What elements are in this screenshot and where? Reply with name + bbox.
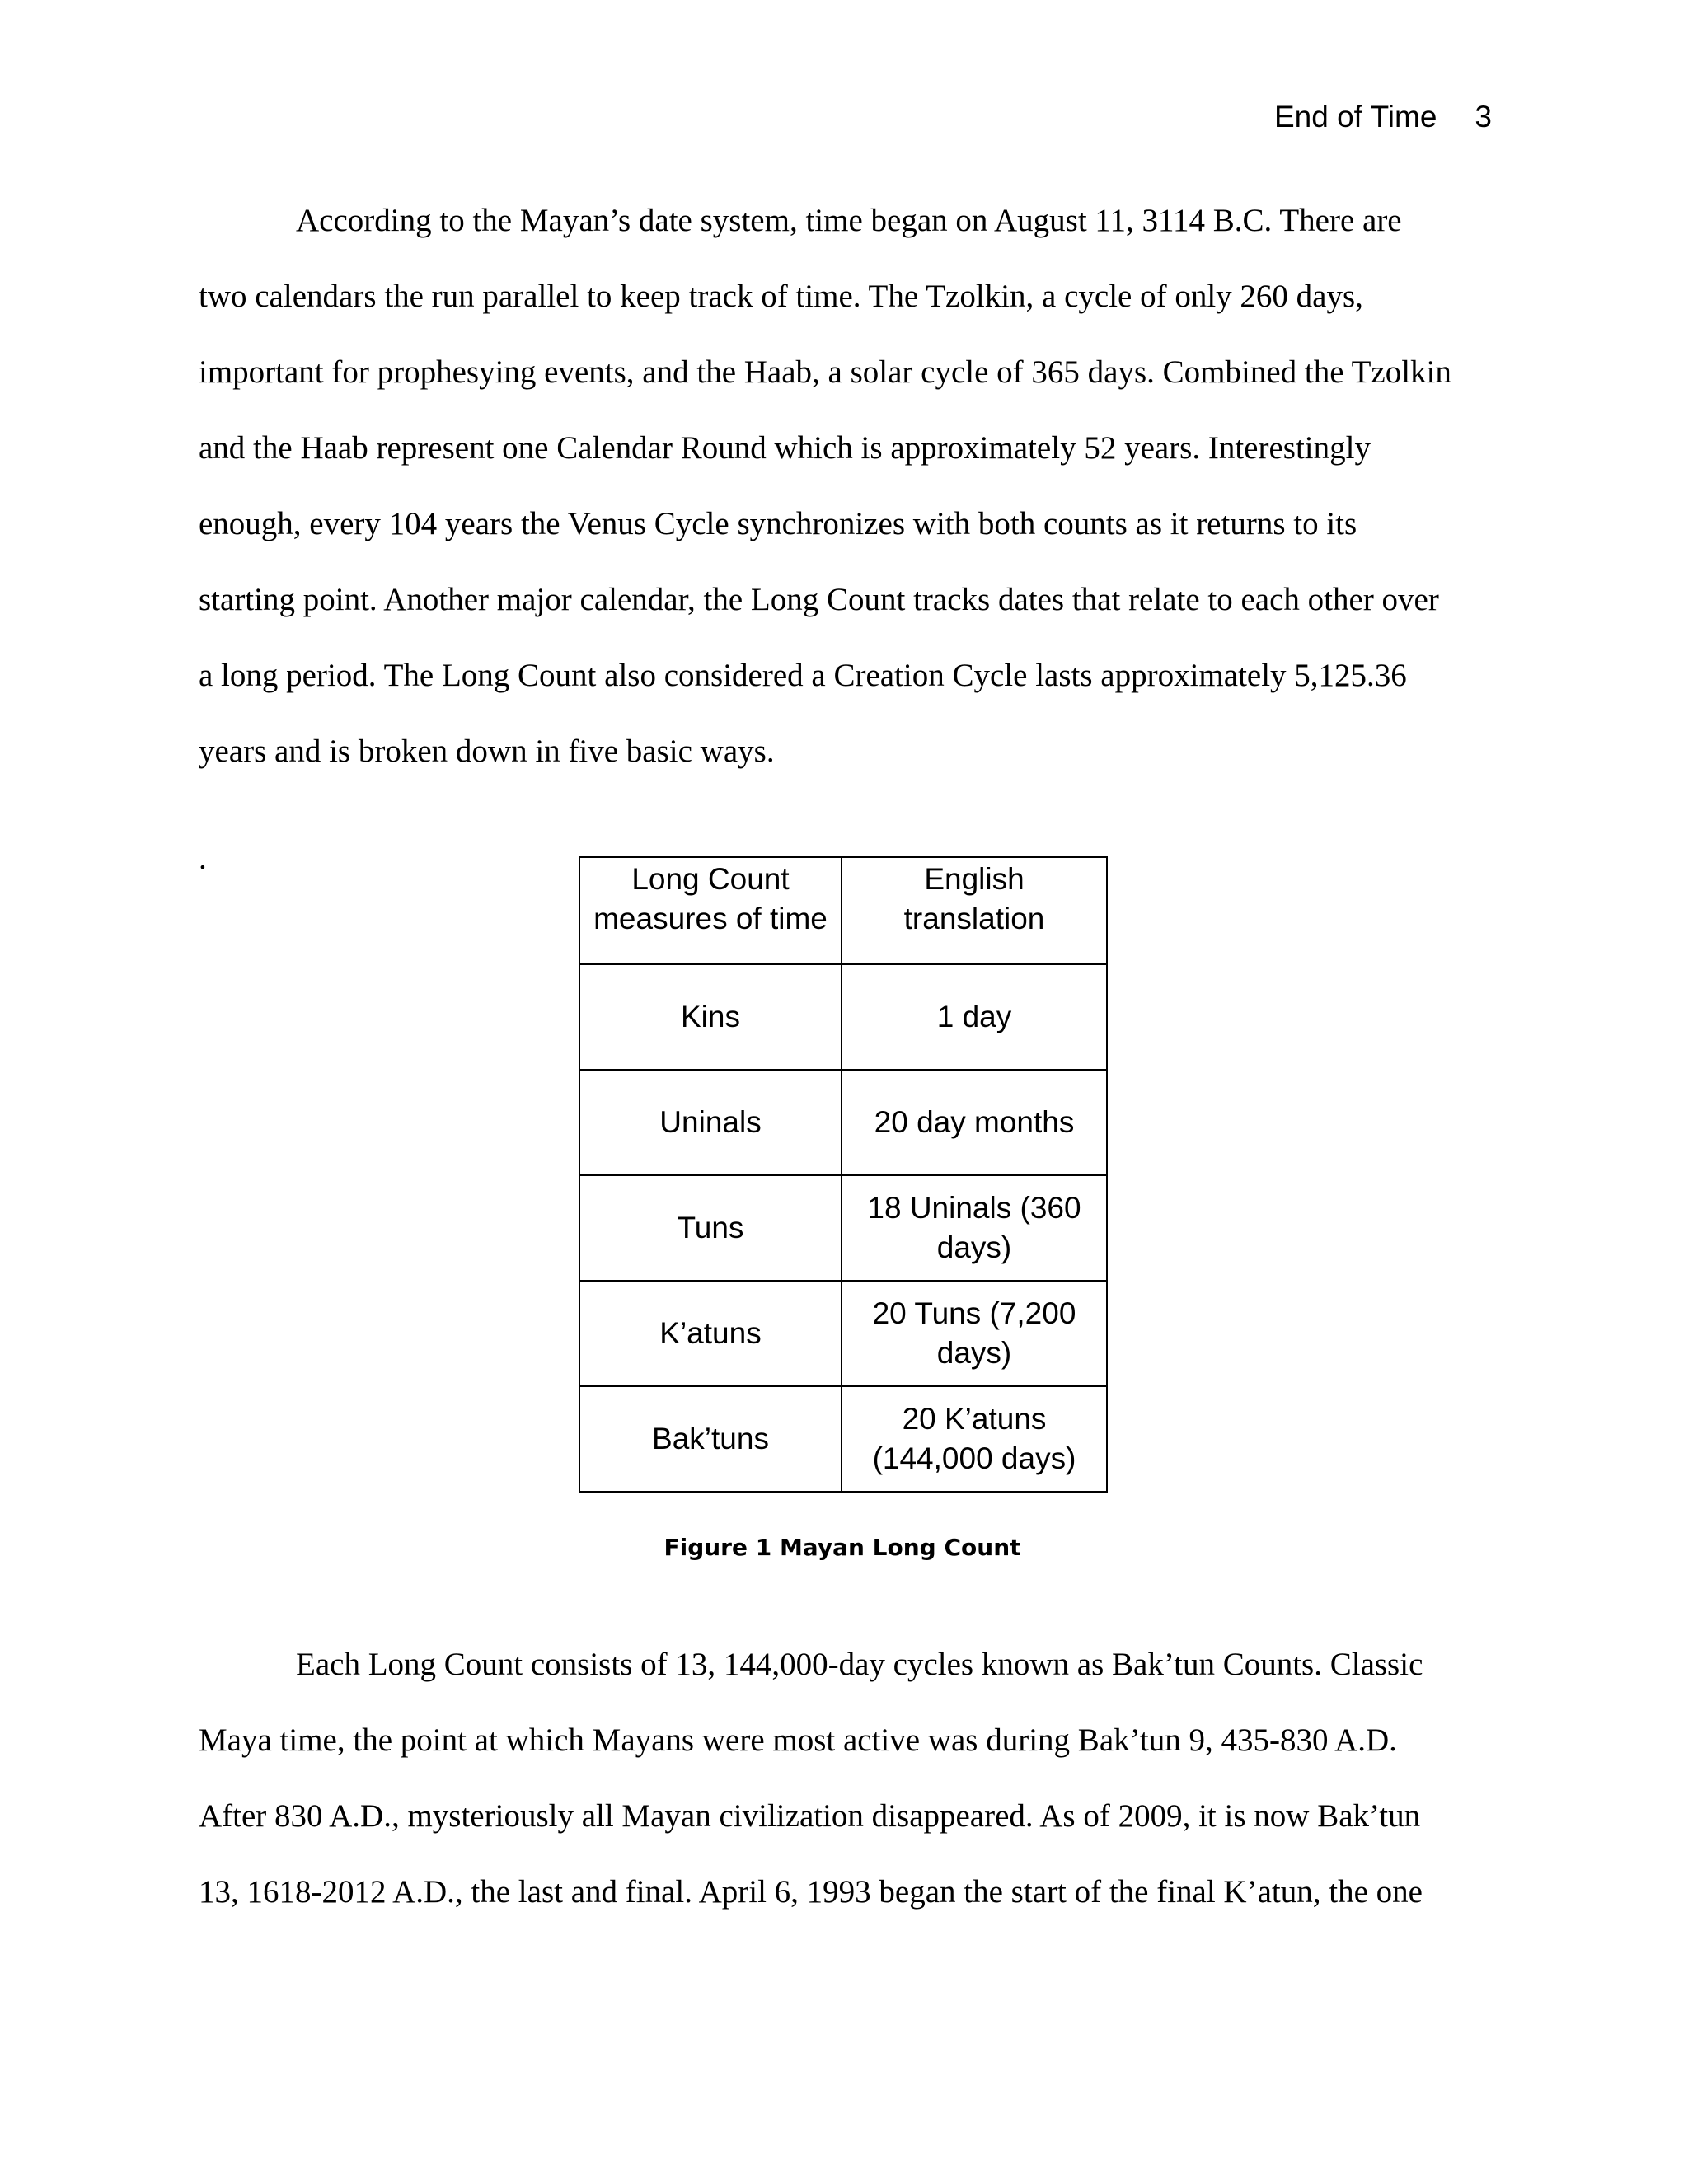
table-row (579, 1386, 1107, 1492)
table-cell-measure (579, 1281, 842, 1386)
table-row (579, 1175, 1107, 1281)
cell-text-line: Bak’tuns (652, 1422, 769, 1455)
table-cell-measure (579, 964, 842, 1070)
cell-text-line: translation (903, 902, 1045, 935)
table-cell-measure (579, 1386, 842, 1492)
paragraph-line: Each Long Count consists of 13, 144,000-day cycles known as Bak’tun Counts. Classic (296, 1647, 1423, 1682)
table-cell-translation (842, 1175, 1107, 1281)
paragraph-line: years and is broken down in five basic ways. (199, 733, 775, 769)
cell-text-line: 1 day (936, 1000, 1012, 1033)
table-row (579, 1070, 1107, 1175)
cell-text-line: 18 Uninals (360 (867, 1191, 1081, 1225)
table-cell-translation (842, 1070, 1107, 1175)
paragraph-line: 13, 1618-2012 A.D., the last and final. April 6, 1993 began the start of the final K’atun, the one (199, 1874, 1423, 1910)
cell-text-line: Uninals (659, 1105, 762, 1139)
long-count-table (579, 856, 1108, 1493)
paragraph-line: a long period. The Long Count also considered a Creation Cycle lasts approximately 5,125.36 (199, 658, 1407, 693)
paragraph-line: two calendars the run parallel to keep track of time. The Tzolkin, a cycle of only 260 days, (199, 279, 1363, 314)
cell-text-line: measures of time (593, 902, 828, 935)
paragraph-line: and the Haab represent one Calendar Round which is approximately 52 years. Interestingly (199, 430, 1371, 466)
page-number: 3 (1475, 100, 1492, 134)
table-cell-translation (842, 964, 1107, 1070)
table-header-row (579, 857, 1107, 964)
table-cell-translation (842, 1386, 1107, 1492)
paragraph-line: Maya time, the point at which Mayans were most active was during Bak’tun 9, 435-830 A.D. (199, 1722, 1397, 1758)
running-header (1274, 97, 1492, 137)
table-cell-translation (842, 1281, 1107, 1386)
table-header-cell (842, 857, 1107, 964)
cell-text-line: 20 K’atuns (902, 1402, 1047, 1436)
paragraph-line: starting point. Another major calendar, the Long Count tracks dates that relate to each other over (199, 582, 1439, 617)
cell-text-line: 20 Tuns (7,200 (872, 1296, 1076, 1330)
cell-text-line: 20 day months (874, 1105, 1075, 1139)
table-cell-measure (579, 1070, 842, 1175)
cell-text-line: days) (936, 1336, 1012, 1370)
cell-text-line: K’atuns (659, 1316, 762, 1350)
cell-text-line: English (924, 862, 1025, 896)
figure-caption: Figure 1 Mayan Long Count (663, 1534, 1021, 1561)
paragraph-line: After 830 A.D., mysteriously all Mayan civilization disappeared. As of 2009, it is now Bak’tun (199, 1798, 1421, 1834)
paragraph-line: According to the Mayan’s date system, time began on August 11, 3114 B.C. There are (296, 203, 1402, 238)
paragraph-line: important for prophesying events, and the Haab, a solar cycle of 365 days. Combined the Tzolkin (199, 354, 1451, 390)
table-row (579, 964, 1107, 1070)
cell-text-line: days) (936, 1230, 1012, 1264)
table-cell-measure (579, 1175, 842, 1281)
running-title: End of Time (1273, 100, 1437, 134)
cell-text-line: Tuns (677, 1211, 744, 1244)
table-row (579, 1281, 1107, 1386)
table-header-cell (579, 857, 842, 964)
cell-text-line: (144,000 days) (872, 1441, 1076, 1475)
cell-text-line: Long Count (631, 862, 790, 896)
stray-period: . (199, 841, 207, 876)
paragraph-line: enough, every 104 years the Venus Cycle synchronizes with both counts as it returns to its (199, 506, 1357, 541)
cell-text-line: Kins (681, 1000, 740, 1033)
